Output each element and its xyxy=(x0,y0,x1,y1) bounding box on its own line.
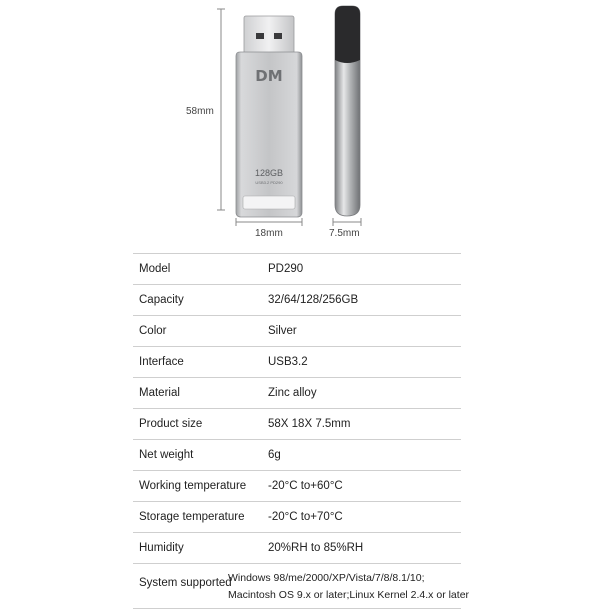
spec-label: Net weight xyxy=(139,449,194,461)
spec-value: Zinc alloy xyxy=(268,387,317,399)
spec-label: Material xyxy=(139,387,180,399)
spec-value xyxy=(228,570,469,604)
spec-row-product-size xyxy=(133,408,461,439)
product-illustration xyxy=(0,0,600,250)
spec-label: Product size xyxy=(139,418,203,430)
height-dimension-line xyxy=(217,9,225,210)
connector-cap-dark xyxy=(335,6,360,63)
spec-label: Model xyxy=(139,263,171,275)
spec-row-interface xyxy=(133,346,461,377)
spec-value: PD290 xyxy=(268,263,304,275)
spec-value-line-1: Windows 98/me/2000/XP/Vista/7/8/8.1/10; xyxy=(228,572,425,584)
spec-label: Working temperature xyxy=(139,480,247,492)
capacity-marking: 128GB xyxy=(254,168,284,178)
width-dimension-line xyxy=(236,218,302,226)
thickness-label: 7.5mm xyxy=(329,228,360,239)
spec-table xyxy=(133,253,470,609)
spec-label: Color xyxy=(139,325,167,337)
drive-side-view xyxy=(335,6,360,216)
spec-value-line-2: Macintosh OS 9.x or later;Linux Kernel 2.4.x or later xyxy=(228,589,470,601)
spec-label: System supported xyxy=(139,577,232,589)
brand-logo: DM xyxy=(255,67,283,85)
spec-label: Humidity xyxy=(139,542,184,554)
usb-drive-drawing xyxy=(0,0,600,250)
spec-label: Capacity xyxy=(139,294,184,306)
spec-value: 32/64/128/256GB xyxy=(268,294,359,306)
spec-row-material xyxy=(133,377,461,408)
interface-marking: USB3.2 PD290 xyxy=(255,180,283,185)
connector-hole-right xyxy=(274,33,282,39)
spec-value: 6g xyxy=(268,449,281,461)
spec-value: USB3.2 xyxy=(268,356,308,368)
thickness-dimension-line xyxy=(333,218,361,226)
spec-row-working-temperature xyxy=(133,470,461,501)
width-label: 18mm xyxy=(255,228,283,239)
spec-label: Interface xyxy=(139,356,184,368)
spec-label: Storage temperature xyxy=(139,511,245,523)
height-label: 58mm xyxy=(186,106,214,117)
connector-hole-left xyxy=(256,33,264,39)
spec-value: 20%RH to 85%RH xyxy=(268,542,364,554)
spec-row-model xyxy=(133,253,461,284)
spec-value: Silver xyxy=(268,325,297,337)
spec-row-storage-temperature xyxy=(133,501,461,532)
spec-row-capacity xyxy=(133,284,461,315)
spec-row-humidity xyxy=(133,532,461,563)
spec-row-color xyxy=(133,315,461,346)
spec-value: -20°C to+70°C xyxy=(268,511,343,523)
spec-value: 58X 18X 7.5mm xyxy=(268,418,351,430)
drive-body-front xyxy=(236,52,302,217)
spec-row-system-supported xyxy=(133,563,470,608)
lanyard-slot xyxy=(243,196,295,209)
usb-connector xyxy=(244,16,294,54)
spec-value: -20°C to+60°C xyxy=(268,480,343,492)
spec-row-net-weight xyxy=(133,439,461,470)
